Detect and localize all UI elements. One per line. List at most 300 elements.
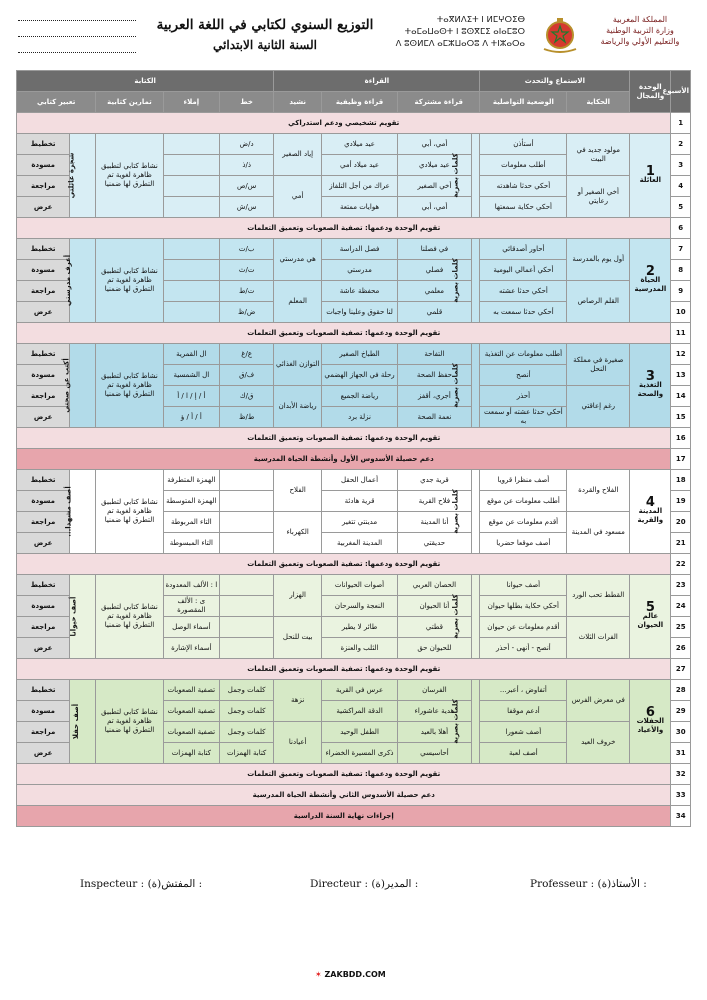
written-exercise-cell: نشاط كتابي لتطبيق ظاهرة لغوية تم التطرق لها ضمنيا bbox=[96, 134, 163, 218]
stage-cell: مسودة bbox=[17, 155, 70, 176]
week-number: 19 bbox=[671, 491, 691, 512]
written-exercise-cell: نشاط كتابي لتطبيق ظاهرة لغوية تم التطرق لها ضمنيا bbox=[96, 344, 163, 428]
visual-words-cell bbox=[451, 239, 480, 323]
subheader: الحكاية bbox=[567, 92, 630, 113]
stage-cell: تخطيط bbox=[17, 344, 70, 365]
shared-reading-cell: نعمة الصحة bbox=[398, 407, 472, 428]
subheader: تمارين كتابية bbox=[96, 92, 163, 113]
song-cell: هي مدرستي bbox=[274, 239, 322, 281]
functional-reading-cell: الدقة المراكشية bbox=[322, 701, 398, 722]
handwriting-cell: كلمات وجمل bbox=[220, 722, 274, 743]
functional-reading-cell: الطفل الوحيد bbox=[322, 722, 398, 743]
unit-cell bbox=[630, 575, 671, 659]
stage-cell: عرض bbox=[17, 197, 70, 218]
dictation-cell: ا : الألف المعدودة bbox=[163, 575, 219, 596]
essay-cell bbox=[66, 134, 96, 218]
shared-reading-cell: أجري، أقفز bbox=[398, 386, 472, 407]
story-cell: الفلاح والقردة bbox=[567, 470, 630, 512]
dictation-cell: التاء المربوطة bbox=[163, 512, 219, 533]
shared-reading-cell: الفرسان bbox=[398, 680, 472, 701]
functional-reading-cell: المدينة المغربية bbox=[322, 533, 398, 554]
shared-reading-cell: حديقتي bbox=[398, 533, 472, 554]
communication-cell: أدعم موقفا bbox=[480, 701, 567, 722]
stage-cell: مسودة bbox=[17, 365, 70, 386]
handwriting-cell: ب/ت bbox=[220, 239, 274, 260]
dotted-line bbox=[18, 26, 136, 37]
table-row bbox=[17, 764, 691, 785]
subheader: خط bbox=[220, 92, 274, 113]
week-number: 11 bbox=[671, 323, 691, 344]
visual-words-label: كلمات بصرية bbox=[451, 594, 460, 639]
written-exercise-cell: نشاط كتابي لتطبيق ظاهرة لغوية تم التطرق لها ضمنيا bbox=[96, 680, 163, 764]
week-number: 33 bbox=[671, 785, 691, 806]
handwriting-cell: كتابة الهمزات bbox=[220, 743, 274, 764]
communication-cell: أحكي أعمالي اليومية bbox=[480, 260, 567, 281]
shared-reading-cell: فصلي bbox=[398, 260, 472, 281]
inspector-signature: Inspecteur : المفتش(ة) : bbox=[80, 878, 203, 890]
dictation-cell: تصفية الصعوبات bbox=[163, 680, 219, 701]
week-number: 9 bbox=[671, 281, 691, 302]
dictation-cell: أ / أ / ؤ bbox=[163, 407, 219, 428]
week-number: 24 bbox=[671, 596, 691, 617]
table-row bbox=[17, 785, 691, 806]
communication-cell: أصف شعورا bbox=[480, 722, 567, 743]
stage-cell: عرض bbox=[17, 407, 70, 428]
dictation-cell bbox=[163, 155, 219, 176]
handwriting-cell: س/ص bbox=[220, 176, 274, 197]
visual-words-label: كلمات بصرية bbox=[451, 363, 460, 408]
week-number: 27 bbox=[671, 659, 691, 680]
week-number: 21 bbox=[671, 533, 691, 554]
visual-words-cell bbox=[451, 134, 480, 218]
handwriting-cell: ف/ق bbox=[220, 365, 274, 386]
dictation-cell: الهمزة المتطرفة bbox=[163, 470, 219, 491]
communication-cell: أصف موقعا حضريا bbox=[480, 533, 567, 554]
subheader: قراءة مشتركة bbox=[398, 92, 480, 113]
week-number: 2 bbox=[671, 134, 691, 155]
week-number: 20 bbox=[671, 512, 691, 533]
week-number: 25 bbox=[671, 617, 691, 638]
functional-reading-cell: الطباخ الصغير bbox=[322, 344, 398, 365]
unit-number: 1 bbox=[645, 163, 655, 179]
unit-number: 6 bbox=[645, 705, 655, 720]
table-row bbox=[17, 575, 691, 596]
stage-cell: تخطيط bbox=[17, 134, 70, 155]
shared-reading-cell: حفظ الصحة bbox=[398, 365, 472, 386]
week-number: 7 bbox=[671, 239, 691, 260]
week-number: 32 bbox=[671, 764, 691, 785]
band-row: تقويم الوحدة ودعمها: تصفية الصعوبات وتعميق التعلمات bbox=[17, 659, 671, 680]
shared-reading-cell: الحصان العربي bbox=[398, 575, 472, 596]
handwriting-cell: ت/ط bbox=[220, 281, 274, 302]
dictation-cell bbox=[163, 239, 219, 260]
handwriting-cell: كلمات وجمل bbox=[220, 701, 274, 722]
song-cell: المعلم bbox=[274, 281, 322, 323]
functional-reading-cell: محفظة عاشة bbox=[322, 281, 398, 302]
stage-cell: مراجعة bbox=[17, 512, 70, 533]
header-listening: الاستماع والتحدث bbox=[480, 71, 630, 92]
functional-reading-cell: أعمال الحقل bbox=[322, 470, 398, 491]
stage-cell: مراجعة bbox=[17, 281, 70, 302]
song-cell: بيت للنحل bbox=[274, 617, 322, 659]
week-number: 4 bbox=[671, 176, 691, 197]
unit-name: المدينة والقرية bbox=[637, 507, 664, 524]
essay-title: أصف حفلا bbox=[72, 703, 81, 740]
handwriting-cell: ذ/ذ bbox=[220, 155, 274, 176]
story-cell: مسعود في المدينة bbox=[567, 512, 630, 554]
visual-words-label: كلمات بصرية bbox=[451, 489, 460, 534]
stage-cell: تخطيط bbox=[17, 680, 70, 701]
communication-cell: أنصح - أنهى - أحذر bbox=[480, 638, 567, 659]
header-writing: الكتابة bbox=[17, 71, 274, 92]
story-cell: أول يوم بالمدرسة bbox=[567, 239, 630, 281]
essay-cell bbox=[64, 239, 96, 323]
header-week: الأسبوع bbox=[671, 71, 691, 113]
subheader: الوضعية التواصلية bbox=[480, 92, 567, 113]
table-row bbox=[17, 806, 691, 827]
stage-cell: مسودة bbox=[17, 596, 70, 617]
shared-reading-cell: عيد ميلادي bbox=[398, 155, 472, 176]
functional-reading-cell: عيد ميلاد أمي bbox=[322, 155, 398, 176]
shared-reading-cell: التفاحة bbox=[398, 344, 472, 365]
band-row: تقويم الوحدة ودعمها: تصفية الصعوبات وتعميق التعلمات bbox=[17, 218, 671, 239]
dictation-cell: أ / إ / ا / أ bbox=[163, 386, 219, 407]
handwriting-cell: ط/ظ bbox=[220, 407, 274, 428]
handwriting-cell bbox=[220, 596, 274, 617]
table-row bbox=[17, 218, 691, 239]
essay-title: أعرف مدرستي bbox=[64, 254, 73, 307]
unit-number: 3 bbox=[645, 369, 655, 384]
essay-cell bbox=[64, 470, 96, 554]
shared-reading-cell: أحاسيسي bbox=[398, 743, 472, 764]
dictation-cell: تصفية الصعوبات bbox=[163, 701, 219, 722]
story-cell: مولود جديد في البيت bbox=[567, 134, 630, 176]
communication-cell: أحكي حكاية سمعتها bbox=[480, 197, 567, 218]
shared-reading-cell: أنا المدينة bbox=[398, 512, 472, 533]
week-number: 13 bbox=[671, 365, 691, 386]
dictation-cell bbox=[163, 134, 219, 155]
dictation-cell: الهمزة المتوسطة bbox=[163, 491, 219, 512]
week-number: 22 bbox=[671, 554, 691, 575]
communication-cell: أحكي حكاية بطلها حيوان bbox=[480, 596, 567, 617]
dotted-line bbox=[18, 10, 136, 21]
communication-cell: أصف منظرا قرويا bbox=[480, 470, 567, 491]
stage-cell: مسودة bbox=[17, 701, 70, 722]
functional-reading-cell: رياضة الجميع bbox=[322, 386, 398, 407]
communication-cell: أحذر bbox=[480, 386, 567, 407]
shared-reading-cell: أخي الصغير bbox=[398, 176, 472, 197]
stage-cell: تخطيط bbox=[17, 239, 70, 260]
stage-cell: مراجعة bbox=[17, 386, 70, 407]
shared-reading-cell: معلمي bbox=[398, 281, 472, 302]
week-number: 18 bbox=[671, 470, 691, 491]
week-number: 31 bbox=[671, 743, 691, 764]
week-number: 28 bbox=[671, 680, 691, 701]
communication-cell: أحكي حدثا عشته bbox=[480, 281, 567, 302]
week-number: 5 bbox=[671, 197, 691, 218]
functional-reading-cell: النعجة والسرحان bbox=[322, 596, 398, 617]
essay-title: أكتب عن صحتي bbox=[62, 358, 71, 413]
moroccan-emblem-icon bbox=[540, 15, 580, 55]
functional-reading-cell: قرية هادئة bbox=[322, 491, 398, 512]
table-row bbox=[17, 344, 691, 365]
dictation-cell: أسماء الإشارة bbox=[163, 638, 219, 659]
visual-words-cell bbox=[451, 575, 480, 659]
dictation-cell: تصفية الصعوبات bbox=[163, 722, 219, 743]
band-row: تقويم الوحدة ودعمها: تصفية الصعوبات وتعميق التعلمات bbox=[17, 428, 671, 449]
table-row bbox=[17, 113, 691, 134]
essay-title: أصف مشهدا... bbox=[64, 486, 73, 537]
week-number: 15 bbox=[671, 407, 691, 428]
song-cell: التوازن الغذائي bbox=[274, 344, 322, 386]
handwriting-cell bbox=[220, 638, 274, 659]
visual-words-label: كلمات بصرية bbox=[451, 699, 460, 744]
shared-reading-cell: قطتي bbox=[398, 617, 472, 638]
communication-cell: أتفاوض ، أعبر... bbox=[480, 680, 567, 701]
week-number: 17 bbox=[671, 449, 691, 470]
unit-cell bbox=[630, 470, 671, 554]
week-number: 34 bbox=[671, 806, 691, 827]
week-number: 16 bbox=[671, 428, 691, 449]
story-cell: خروف العيد bbox=[567, 722, 630, 764]
table-row bbox=[17, 659, 691, 680]
communication-cell: أحكي حدثا سمعت به bbox=[480, 302, 567, 323]
dictation-cell: كتابة الهمزات bbox=[163, 743, 219, 764]
table-row bbox=[17, 134, 691, 155]
functional-reading-cell: طائر لا يطير bbox=[322, 617, 398, 638]
page-subtitle: السنة الثانية الابتدائي bbox=[213, 38, 317, 52]
director-signature: Directeur : المدير(ة) : bbox=[310, 878, 419, 890]
table-row bbox=[17, 680, 691, 701]
week-number: 12 bbox=[671, 344, 691, 365]
essay-cell bbox=[70, 680, 96, 764]
handwriting-cell: ت/ث bbox=[220, 260, 274, 281]
header-reading: القراءة bbox=[274, 71, 480, 92]
functional-reading-cell: عرس في القرية bbox=[322, 680, 398, 701]
visual-words-cell bbox=[451, 470, 480, 554]
story-cell: صغيرة في مملكة النحل bbox=[567, 344, 630, 386]
communication-cell: أطلب معلومات bbox=[480, 155, 567, 176]
unit-number: 2 bbox=[645, 264, 655, 279]
week-number: 30 bbox=[671, 722, 691, 743]
written-exercise-cell: نشاط كتابي لتطبيق ظاهرة لغوية تم التطرق لها ضمنيا bbox=[96, 239, 163, 323]
table-row bbox=[17, 92, 691, 113]
header-unit: الوحدة والمجال bbox=[630, 71, 671, 113]
unit-name: الحياة المدرسية bbox=[634, 276, 667, 293]
handwriting-cell: ض/ظ bbox=[220, 302, 274, 323]
story-cell: القلم الرصاص bbox=[567, 281, 630, 323]
subheader: قراءة وظيفية bbox=[322, 92, 398, 113]
dictation-cell: ال القمرية bbox=[163, 344, 219, 365]
functional-reading-cell: الثلب والعنزة bbox=[322, 638, 398, 659]
stage-cell: مراجعة bbox=[17, 722, 70, 743]
shared-reading-cell: هدية عاشوراء bbox=[398, 701, 472, 722]
unit-name: التغذية والصحة bbox=[637, 381, 664, 398]
visual-words-cell bbox=[451, 344, 480, 428]
handwriting-cell bbox=[220, 617, 274, 638]
handwriting-cell bbox=[220, 470, 274, 491]
dotted-line bbox=[18, 42, 136, 53]
handwriting-cell: كلمات وجمل bbox=[220, 680, 274, 701]
band-row: دعم حصيلة الأسدوس الثاني وأنشطة الحياة المدرسية bbox=[17, 785, 671, 806]
functional-reading-cell: أصوات الحيوانات bbox=[322, 575, 398, 596]
unit-name: العائلة bbox=[639, 175, 662, 184]
subheader: نشيد bbox=[274, 92, 322, 113]
band-row: تقويم الوحدة ودعمها: تصفية الصعوبات وتعميق التعلمات bbox=[17, 323, 671, 344]
stage-cell: مسودة bbox=[17, 260, 70, 281]
functional-reading-cell: نزلة برد bbox=[322, 407, 398, 428]
ministry-arabic: المملكة المغربية وزارة التربية الوطنية والتعليم الأولي والرياضة bbox=[600, 15, 680, 46]
shared-reading-cell: أنا الحيوان bbox=[398, 596, 472, 617]
visual-words-label: كلمات بصرية bbox=[451, 153, 460, 198]
week-number: 1 bbox=[671, 113, 691, 134]
week-number: 3 bbox=[671, 155, 691, 176]
unit-cell bbox=[630, 680, 671, 764]
dictation-cell bbox=[163, 176, 219, 197]
story-cell: رغم إعاقتي bbox=[567, 386, 630, 428]
ministry-tifinagh: ⵜⴰⴳⵍⴷⵉⵜ ⵏ ⵍⵎⵖⵔⵉⴱ ⵜⴰⵎⴰⵡⴰⵙⵜ ⵏ ⵓⵙⴳⵎⵉ ⴰⵏⴰⵎⵓⵔ ⴷ ⵓⵙⵍⵎⴷ ⴰⵎⵣⵡⴰⵔⵓ ⴷ ⵜⵏⵣⴰⵔⴰ bbox=[395, 15, 525, 49]
stage-cell: تخطيط bbox=[17, 470, 70, 491]
handwriting-cell: ق/ك bbox=[220, 386, 274, 407]
story-cell: الفرات الثلاث bbox=[567, 617, 630, 659]
unit-cell bbox=[630, 344, 671, 428]
functional-reading-cell: عيد ميلادي bbox=[322, 134, 398, 155]
stage-cell: مراجعة bbox=[17, 617, 70, 638]
table-row bbox=[17, 323, 691, 344]
dictation-cell: التاء المبسوطة bbox=[163, 533, 219, 554]
stage-cell: مراجعة bbox=[17, 176, 70, 197]
handwriting-cell bbox=[220, 491, 274, 512]
subheader: إملاء bbox=[163, 92, 219, 113]
handwriting-cell: س/ش bbox=[220, 197, 274, 218]
stage-cell: عرض bbox=[17, 743, 70, 764]
stage-cell: مسودة bbox=[17, 491, 70, 512]
band-row: تقويم الوحدة ودعمها: تصفية الصعوبات وتعميق التعلمات bbox=[17, 764, 671, 785]
table-row bbox=[17, 428, 691, 449]
story-cell: أخي الصغير أو رعايتي bbox=[567, 176, 630, 218]
band-row: إجراءات نهاية السنة الدراسية bbox=[17, 806, 671, 827]
functional-reading-cell: هوايات ممتعة bbox=[322, 197, 398, 218]
communication-cell: أقدم معلومات عن موقع bbox=[480, 512, 567, 533]
week-number: 29 bbox=[671, 701, 691, 722]
communication-cell: أستأذن bbox=[480, 134, 567, 155]
stage-cell: عرض bbox=[17, 302, 70, 323]
functional-reading-cell: لنا حقوق وعلينا واجبات bbox=[322, 302, 398, 323]
table-row bbox=[17, 449, 691, 470]
week-number: 6 bbox=[671, 218, 691, 239]
week-number: 14 bbox=[671, 386, 691, 407]
communication-cell: أطلب معلومات عن التغذية bbox=[480, 344, 567, 365]
dictation-cell: أسماء الوصل bbox=[163, 617, 219, 638]
band-row: دعم حصيلة الأسدوس الأول وأنشطة الحياة المدرسية bbox=[17, 449, 671, 470]
dictation-cell bbox=[163, 197, 219, 218]
functional-reading-cell: مدرستي bbox=[322, 260, 398, 281]
shared-reading-cell: للحيوان حق bbox=[398, 638, 472, 659]
table-row bbox=[17, 239, 691, 260]
page-title: التوزيع السنوي لكتابي في اللغة العربية bbox=[156, 17, 374, 33]
visual-words-cell bbox=[451, 680, 480, 764]
functional-reading-cell: عراك من أجل التلفاز bbox=[322, 176, 398, 197]
week-number: 23 bbox=[671, 575, 691, 596]
communication-cell: أصف لعبة bbox=[480, 743, 567, 764]
shared-reading-cell: في فصلنا bbox=[398, 239, 472, 260]
unit-name: الحفلات والأعياد bbox=[636, 717, 665, 734]
week-number: 10 bbox=[671, 302, 691, 323]
functional-reading-cell: مدينتي تتغير bbox=[322, 512, 398, 533]
stage-cell: عرض bbox=[17, 638, 70, 659]
communication-cell: أطلب معلومات عن موقع bbox=[480, 491, 567, 512]
dictation-cell bbox=[163, 302, 219, 323]
song-cell: رياضة الأبدان bbox=[274, 386, 322, 428]
functional-reading-cell: فصل الدراسة bbox=[322, 239, 398, 260]
stage-cell: عرض bbox=[17, 533, 70, 554]
song-cell: أمي bbox=[274, 176, 322, 218]
functional-reading-cell: ذكرى المسيرة الخضراء bbox=[322, 743, 398, 764]
stage-cell: تخطيط bbox=[17, 575, 70, 596]
site-logo: ✶ ZAKBDD.COM bbox=[315, 970, 386, 979]
essay-cell bbox=[70, 575, 96, 659]
essay-cell bbox=[62, 344, 96, 428]
band-row: تقويم الوحدة ودعمها: تصفية الصعوبات وتعميق التعلمات bbox=[17, 554, 671, 575]
shared-reading-cell: أمي، أبي bbox=[398, 197, 472, 218]
story-cell: القطط تحب الورد bbox=[567, 575, 630, 617]
song-cell: إياد الصغير bbox=[274, 134, 322, 176]
handwriting-cell bbox=[220, 575, 274, 596]
song-cell: الكهرباء bbox=[274, 512, 322, 554]
subheader: تعبير كتابي bbox=[17, 92, 96, 113]
dictation-cell: ال الشمسية bbox=[163, 365, 219, 386]
story-cell: في معرض الفرس bbox=[567, 680, 630, 722]
unit-cell bbox=[630, 134, 671, 218]
dictation-cell bbox=[163, 260, 219, 281]
shared-reading-cell: قلمي bbox=[398, 302, 472, 323]
song-cell: نزهة bbox=[274, 680, 322, 722]
table-row bbox=[17, 71, 691, 92]
unit-cell bbox=[630, 239, 671, 323]
communication-cell: أنصح bbox=[480, 365, 567, 386]
communication-cell: أحاور أصدقائي bbox=[480, 239, 567, 260]
table-row bbox=[17, 470, 691, 491]
handwriting-cell bbox=[220, 533, 274, 554]
week-number: 26 bbox=[671, 638, 691, 659]
unit-name: عالم الحيوان bbox=[637, 612, 664, 629]
handwriting-cell: ع/غ bbox=[220, 344, 274, 365]
shared-reading-cell: قرية جدي bbox=[398, 470, 472, 491]
handwriting-cell bbox=[220, 512, 274, 533]
visual-words-label: كلمات بصرية bbox=[451, 258, 460, 303]
unit-number: 4 bbox=[645, 495, 655, 510]
communication-cell: أحكي حدثا شاهدته bbox=[480, 176, 567, 197]
functional-reading-cell: رحلة في الجهاز الهضمي bbox=[322, 365, 398, 386]
communication-cell: أحكي حدثا عشته أو سمعت به bbox=[480, 407, 567, 428]
song-cell: الفلاح bbox=[274, 470, 322, 512]
page-header bbox=[0, 0, 707, 70]
dictation-cell bbox=[163, 281, 219, 302]
table-row bbox=[17, 554, 691, 575]
communication-cell: أصف حيوانا bbox=[480, 575, 567, 596]
week-number: 8 bbox=[671, 260, 691, 281]
band-row: تقويم تشخيصي ودعم استدراكي bbox=[17, 113, 671, 134]
song-cell: الهزار bbox=[274, 575, 322, 617]
essay-title: شجرة عائلتي bbox=[66, 152, 75, 199]
annual-distribution-table bbox=[16, 70, 691, 827]
song-cell: أعيادنا bbox=[274, 722, 322, 764]
shared-reading-cell: أهلا بالعيد bbox=[398, 722, 472, 743]
written-exercise-cell: نشاط كتابي لتطبيق ظاهرة لغوية تم التطرق لها ضمنيا bbox=[96, 575, 163, 659]
written-exercise-cell: نشاط كتابي لتطبيق ظاهرة لغوية تم التطرق لها ضمنيا bbox=[96, 470, 163, 554]
essay-title: أصف حيوانا bbox=[69, 596, 78, 637]
dictation-cell: ى : الألف المقصورة bbox=[163, 596, 219, 617]
